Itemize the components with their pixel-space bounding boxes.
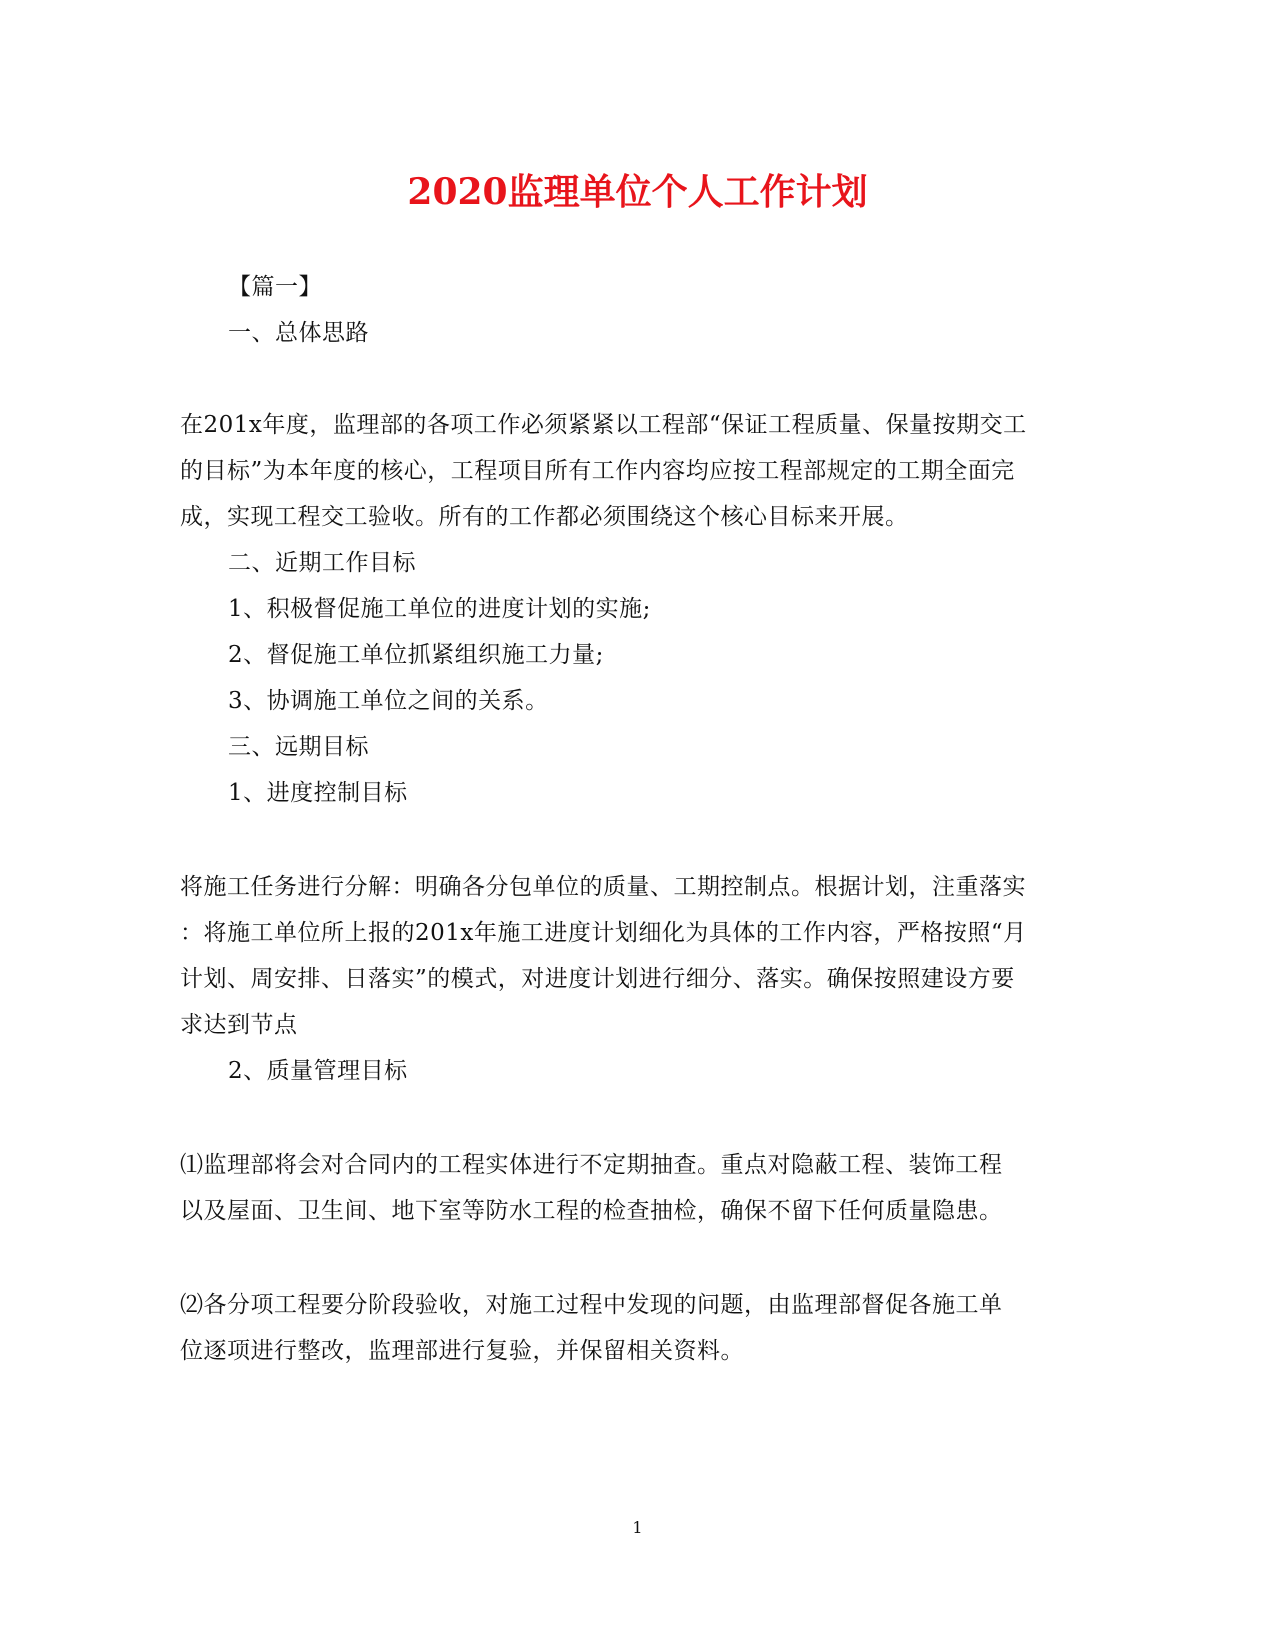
paragraph-line: 的目标”为本年度的核心，工程项目所有工作内容均应按工程部规定的工期全面完 (180, 458, 1015, 484)
paragraph-line: 在201x年度，监理部的各项工作必须紧紧以工程部“保证工程质量、保量按期交工 (180, 412, 1027, 438)
paragraph-line: ：将施工单位所上报的201x年施工进度计划细化为具体的工作内容，严格按照“月 (180, 920, 1027, 946)
section-marker: 【篇一】 (228, 274, 322, 300)
paragraph-line: 将施工任务进行分解：明确各分包单位的质量、工期控制点。根据计划，注重落实 (180, 874, 1026, 900)
list-item: 1、积极督促施工单位的进度计划的实施; (228, 596, 651, 622)
paragraph-line: 求达到节点 (180, 1012, 298, 1038)
heading-overall-approach: 一、总体思路 (228, 320, 369, 346)
subheading-quality-management: 2、质量管理目标 (228, 1058, 408, 1084)
paragraph-line: 位逐项进行整改，监理部进行复验，并保留相关资料。 (180, 1338, 744, 1364)
heading-long-term-goals: 三、远期目标 (228, 734, 369, 760)
heading-short-term-goals: 二、近期工作目标 (228, 550, 416, 576)
list-item: 3、协调施工单位之间的关系。 (228, 688, 549, 714)
list-item: 2、督促施工单位抓紧组织施工力量; (228, 642, 604, 668)
paragraph-line: 成，实现工程交工验收。所有的工作都必须围绕这个核心目标来开展。 (180, 504, 909, 530)
page-number: 1 (632, 1518, 643, 1537)
document-title: 2020监理单位个人工作计划 (407, 171, 868, 213)
paragraph-line: 以及屋面、卫生间、地下室等防水工程的检查抽检，确保不留下任何质量隐患。 (180, 1198, 1003, 1224)
paragraph-line: ⑴监理部将会对合同内的工程实体进行不定期抽查。重点对隐蔽工程、装饰工程 (180, 1152, 1003, 1178)
paragraph-line: ⑵各分项工程要分阶段验收，对施工过程中发现的问题，由监理部督促各施工单 (180, 1292, 1003, 1318)
paragraph-line: 计划、周安排、日落实”的模式，对进度计划进行细分、落实。确保按照建设方要 (180, 966, 1015, 992)
subheading-schedule-control: 1、进度控制目标 (228, 780, 408, 806)
